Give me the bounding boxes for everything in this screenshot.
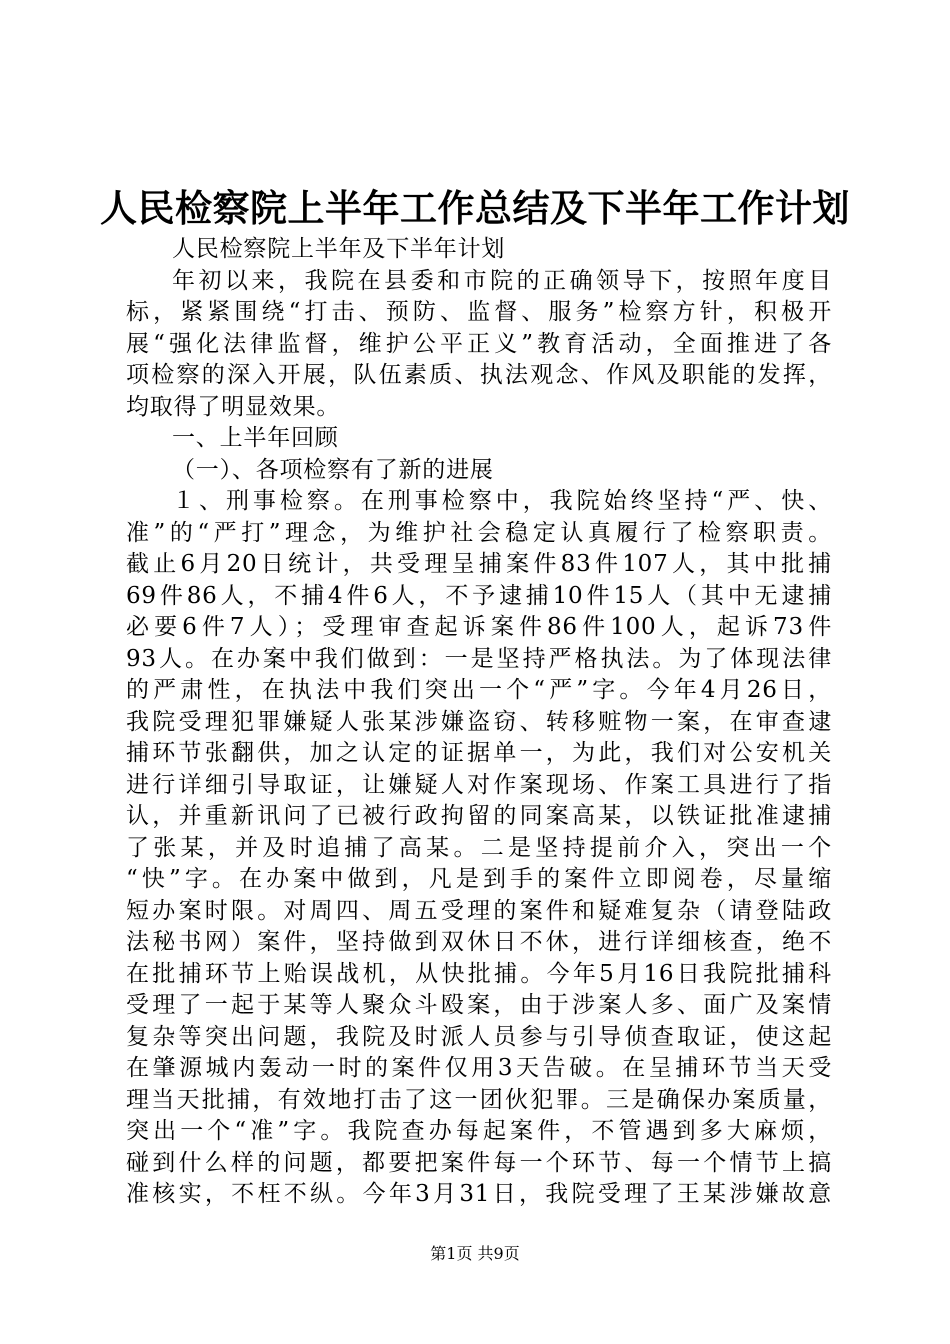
body-text-line: 捕环节张翻供，加之认定的证据单一，为此，我们对公安机关	[126, 740, 832, 766]
body-text-line: 准”的“严打”理念，为维护社会稳定认真履行了检察职责。	[126, 519, 832, 546]
body-text-line: 复杂等突出问题，我院及时派人员参与引导侦查取证，使这起	[126, 1023, 832, 1050]
document-body	[126, 234, 832, 1211]
body-text-line: 的严肃性，在执法中我们突出一个“严”字。今年4月26日，	[126, 677, 832, 703]
document-title: 人民检察院上半年工作总结及下半年工作计划	[100, 187, 850, 230]
body-text-line: 受理了一起于某等人聚众斗殴案，由于涉案人多、面广及案情	[126, 992, 832, 1018]
body-text-line: 进行详细引导取证，让嫌疑人对作案现场、作案工具进行了指	[126, 771, 832, 798]
body-text-line: 认，并重新讯问了已被行政拘留的同案高某，以铁证批准逮捕	[126, 803, 832, 829]
body-text-line: 了张某，并及时追捕了高某。二是坚持提前介入，突出一个	[126, 834, 832, 861]
body-text-line: 在批捕环节上贻误战机，从快批捕。今年5月16日我院批捕科	[126, 960, 832, 987]
body-text-line: 突出一个“准”字。我院查办每起案件，不管遇到多大麻烦，	[126, 1118, 832, 1144]
body-text-line: 展“强化法律监督，维护公平正义”教育活动，全面推进了各	[126, 330, 832, 357]
body-text-line: 项检察的深入开展，队伍素质、执法观念、作风及职能的发挥，	[126, 362, 832, 388]
body-text-line: 93人。在办案中我们做到：一是坚持严格执法。为了体现法律	[126, 645, 832, 672]
body-text-line: 必要6件7人）；受理审查起诉案件86件100人，起诉73件	[126, 614, 832, 640]
body-text-line: “快”字。在办案中做到，凡是到手的案件立即阅卷，尽量缩	[126, 866, 832, 892]
body-text-line: 理当天批捕，有效地打击了这一团伙犯罪。三是确保办案质量，	[126, 1086, 832, 1113]
body-text-line: 我院受理犯罪嫌疑人张某涉嫌盗窃、转移赃物一案，在审查逮	[126, 708, 832, 735]
body-text-line: 69件86人，不捕4件6人，不予逮捕10件15人（其中无逮捕	[126, 582, 832, 609]
body-text-line: 碰到什么样的问题，都要把案件每一个环节、每一个情节上搞	[126, 1149, 832, 1176]
body-text-line: 一、上半年回顾	[172, 425, 339, 451]
body-text-line: 在肇源城内轰动一时的案件仅用3天告破。在呈捕环节当天受	[126, 1055, 832, 1081]
body-text-line: 截止6月20日统计，共受理呈捕案件83件107人，其中批捕	[126, 551, 832, 577]
page-footer: 第1页 共9页	[430, 1244, 520, 1263]
body-text-line: 标，紧紧围绕“打击、预防、监督、服务”检察方针，积极开	[126, 299, 832, 325]
body-text-line: 年初以来，我院在县委和市院的正确领导下，按照年度目	[172, 267, 832, 294]
body-text-line: 法秘书网）案件，坚持做到双休日不休，进行详细核查，绝不	[126, 929, 832, 955]
body-text-line: １、刑事检察。在刑事检察中，我院始终坚持“严、快、	[172, 488, 832, 514]
body-text-line: 人民检察院上半年及下半年计划	[172, 236, 506, 262]
body-text-line: （一）、各项检察有了新的进展	[172, 456, 494, 483]
body-text-line: 短办案时限。对周四、周五受理的案件和疑难复杂（请登陆政	[126, 897, 832, 924]
body-text-line: 均取得了明显效果。	[126, 393, 341, 420]
body-text-line: 准核实，不枉不纵。今年3月31日，我院受理了王某涉嫌故意	[126, 1181, 832, 1207]
